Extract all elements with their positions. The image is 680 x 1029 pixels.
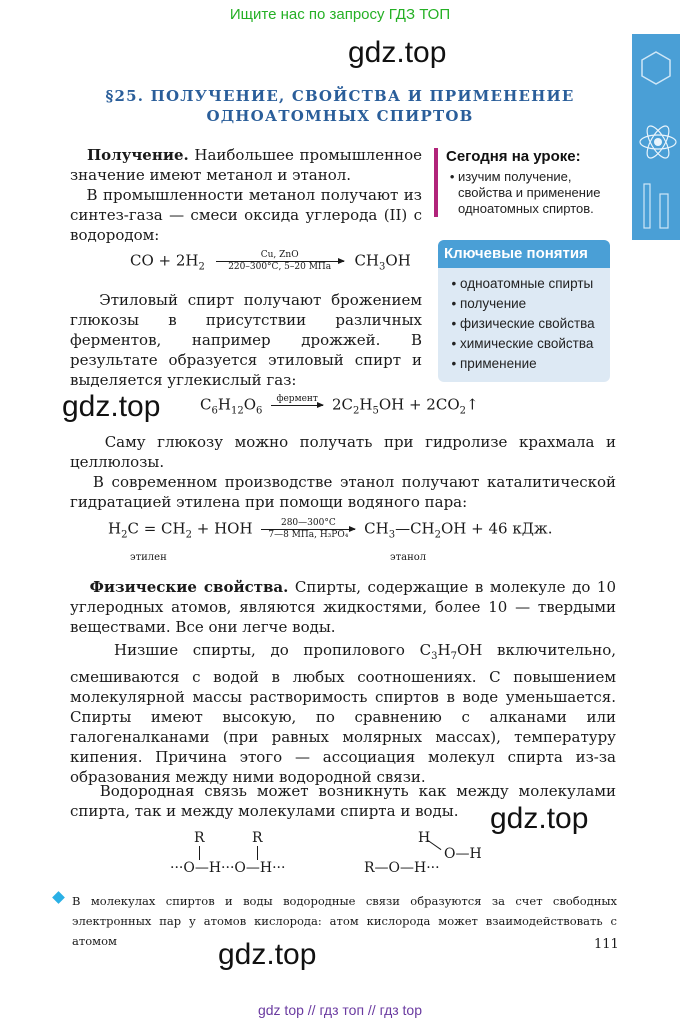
structure-alcohol-chain: ···O—H···O—H··· (170, 860, 286, 876)
equation-fermentation (200, 394, 479, 417)
paragraph-methanol-text: В промышленности метанол получают из синтез-газа — смеси оксида углерода (II) с водородом: (70, 186, 422, 244)
concept-item: • применение (460, 354, 610, 374)
paragraph-glucose-text: Саму глюкозу можно получать при гидролизе крахмала и целлюлозы. (70, 433, 616, 471)
chemistry-decor-image (632, 34, 680, 240)
concept-item: • химические свойства (460, 334, 610, 354)
eq1-catalyst: Cu, ZnO (260, 250, 299, 260)
eq2-sub: 6 (211, 405, 218, 417)
paragraph-solubility (70, 640, 616, 787)
structure-water-h: H (418, 830, 431, 846)
eq2-enzyme: фермент (276, 394, 318, 404)
eq2-part: ↑ (466, 395, 479, 414)
paragraph-ethanol-text: Этиловый спирт получают брожением глюкозы в присутствии различных ферментов, например дрожжей. В результате образуется этиловый спирт и выделяется углекислый газ: (70, 291, 422, 389)
eq2-part: C (200, 395, 212, 414)
eq2-sub: 5 (372, 405, 379, 417)
label-ethanol: этанол (390, 552, 427, 563)
eq2-part: H (359, 395, 373, 414)
key-concepts-box (438, 240, 610, 382)
paragraph-production (70, 145, 422, 185)
eq1-sub: 3 (379, 261, 386, 273)
lesson-box (434, 148, 624, 217)
paragraph-physical (70, 577, 616, 637)
heading-production: Получение. (86, 146, 189, 164)
concept-item: • получение (460, 294, 610, 314)
eq3-part: OH + 46 кДж. (441, 519, 553, 538)
eq2-part: 2C (331, 395, 353, 414)
paragraph-glucose (70, 432, 616, 472)
eq3-sub: 3 (388, 529, 396, 541)
eq3-sub: 2 (185, 529, 192, 541)
solubility-text: Низшие спирты, до пропилового C (114, 641, 432, 659)
eq3-part: CH (364, 519, 389, 538)
reaction-arrow (261, 518, 355, 541)
paragraph-methanol (70, 185, 422, 245)
paragraph-hydration (70, 472, 616, 512)
concept-item: • одноатомные спирты (460, 274, 610, 294)
title-line-1: §25. ПОЛУЧЕНИЕ, СВОЙСТВА И ПРИМЕНЕНИЕ (105, 87, 575, 105)
bond-line (257, 846, 258, 860)
structure-r2: R (252, 830, 263, 846)
structure-alcohol-water: R—O—H··· (364, 860, 440, 876)
eq3-part: + HOH (191, 519, 253, 538)
note-text: В молекулах спиртов и воды водородные связи образуются за счет свободных электронных пар у атомов кислорода: атом кислорода может взаимодействовать с атомом (72, 894, 617, 948)
solubility-text: OH включительно, смешиваются с водой в любых соотношениях. С повышением молекулярной массы растворимость спиртов в воде уменьшается. Спирты имеют высокую, по сравнению с алканами или галогеналканами (при равных молярных массах), температуру кипения. Причина этого — ассоциация молекул спирта из-за образования между ними водородной связи. (70, 641, 616, 786)
solubility-sub: 3 (431, 651, 438, 662)
section-title (60, 86, 620, 126)
solubility-sub: 7 (450, 651, 457, 662)
eq1-sub: 2 (198, 261, 205, 273)
eq3-sub: 2 (121, 529, 128, 541)
eq1-reactants: CO + 2H (130, 251, 199, 270)
eq1-product: CH (354, 251, 380, 270)
label-ethylene: этилен (130, 552, 167, 563)
bond-line (199, 846, 200, 860)
paragraph-physical-text: Спирты, содержащие в молекуле до 10 углеродных атомов, являются жидкостями, более 10 — твердыми веществами. Все они легче воды. (70, 578, 616, 636)
eq2-sub: 12 (230, 405, 244, 417)
footer-text: gdz top // гдз топ // гдз top (257, 1002, 423, 1018)
note-marker-icon (52, 891, 65, 904)
eq3-temperature: 280—300°С (280, 518, 336, 528)
structure-water-oh: O—H (444, 846, 482, 862)
equation-methanol (130, 250, 411, 273)
top-banner: Ищите нас по запросу ГДЗ ТОП (229, 6, 451, 23)
eq3-part: H (108, 519, 122, 538)
eq3-conditions: 7—8 МПа, H₃PO₄ (268, 530, 349, 540)
paragraph-production-text: Наибольшее промышленное значение имеют метанол и этанол. (70, 146, 422, 184)
reaction-arrow (271, 394, 323, 417)
eq2-part: OH + 2CO (378, 395, 460, 414)
watermark: gdz.top (348, 36, 447, 69)
eq2-sub: 6 (256, 405, 263, 417)
eq3-sub: 2 (434, 529, 441, 541)
concept-item: • физические свойства (460, 314, 610, 334)
lesson-heading: Сегодня на уроке: (446, 148, 581, 165)
heading-physical: Физические свойства. (89, 578, 289, 596)
solubility-text: H (437, 641, 451, 659)
equation-hydration (108, 518, 552, 541)
key-concepts-heading: Ключевые понятия (438, 240, 610, 268)
hydrogen-bond-text: Водородная связь может возникнуть как между молекулами спирта, так и между молекулами спирта и воды. (70, 782, 616, 820)
watermark: gdz.top (218, 938, 317, 971)
eq2-part: H (217, 395, 231, 414)
eq1-conditions: 220–300°С, 5–20 МПа (228, 262, 332, 272)
eq3-part: C = CH (127, 519, 186, 538)
eq2-sub: 2 (352, 405, 360, 417)
lesson-item: • изучим получение, свойства и применение одноатомных спиртов. (458, 169, 624, 217)
eq2-sub: 2 (459, 405, 466, 417)
title-line-2: ОДНОАТОМНЫХ СПИРТОВ (206, 107, 474, 125)
eq3-part: —CH (395, 519, 435, 538)
eq2-part: O (243, 395, 256, 414)
structure-r1: R (194, 830, 205, 846)
reaction-arrow (216, 250, 344, 273)
eq1-product-end: OH (385, 251, 411, 270)
watermark: gdz.top (62, 390, 161, 423)
paragraph-hydration-text: В современном производстве этанол получают каталитической гидратацией этилена при помощи водяного пара: (70, 473, 616, 511)
paragraph-ethanol-fermentation (70, 290, 422, 390)
watermark: gdz.top (490, 802, 589, 835)
page-number: 111 (594, 937, 619, 952)
